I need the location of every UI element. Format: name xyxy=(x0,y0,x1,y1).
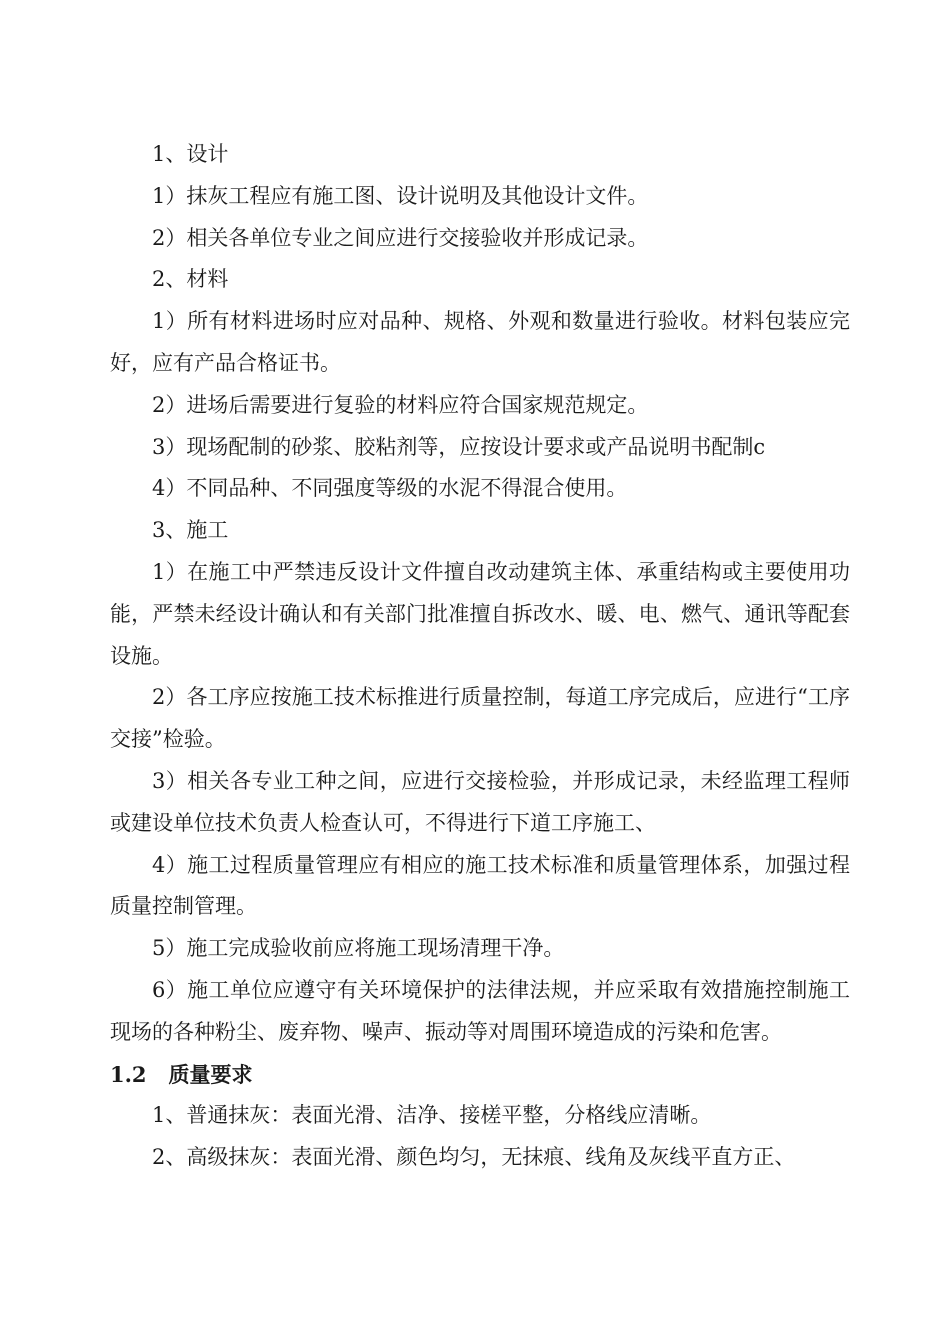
subsection-heading: 1、设计 xyxy=(152,142,229,166)
list-item: 2、高级抹灰：表面光滑、颜色均匀，无抹痕、线角及灰线平直方正、 xyxy=(152,1145,796,1170)
list-item: 2）进场后需要进行复验的材料应符合国家规范规定。 xyxy=(152,392,649,417)
list-item: 3）相关各专业工种之间，应进行交接检验，并形成记录，未经监理工程师或建设单位技术负责人检查认可，不得进行下道工序施工、 xyxy=(110,768,850,835)
section-title: 质量要求 xyxy=(168,1061,253,1087)
list-item: 3）现场配制的砂浆、胶粘剂等，应按设计要求或产品说明书配制c xyxy=(152,434,766,459)
list-item: 4）施工过程质量管理应有相应的施工技术标准和质量管理体系，加强过程质量控制管理。 xyxy=(110,852,850,919)
list-item: 6）施工单位应遵守有关环境保护的法律法规，并应采取有效措施控制施工现场的各种粉尘、废弃物、噪声、振动等对周围环境造成的污染和危害。 xyxy=(110,977,850,1044)
list-item: 1）所有材料进场时应对品种、规格、外观和数量进行验收。材料包装应完好，应有产品合格证书。 xyxy=(110,309,850,375)
document-body xyxy=(110,134,850,1179)
list-item: 1）在施工中严禁违反设计文件擅自改动建筑主体、承重结构或主要使用功能，严禁未经设计确认和有关部门批准擅自拆改水、暖、电、燃气、通讯等配套设施。 xyxy=(110,559,850,668)
list-item: 2）各工序应按施工技术标推进行质量控制，每道工序完成后，应进行“工序交接”检验。 xyxy=(110,685,850,752)
section-heading xyxy=(110,1054,850,1096)
section-number: 1.2 xyxy=(110,1061,147,1087)
subsection-heading: 2、材料 xyxy=(152,267,229,292)
list-item: 4）不同品种、不同强度等级的水泥不得混合使用。 xyxy=(152,476,628,501)
subsection-heading: 3、施工 xyxy=(152,518,229,543)
list-item: 5）施工完成验收前应将施工现场清理干净。 xyxy=(152,936,565,961)
list-item: 1）抹灰工程应有施工图、设计说明及其他设计文件。 xyxy=(152,183,649,208)
list-item: 2）相关各单位专业之间应进行交接验收并形成记录。 xyxy=(152,225,649,250)
list-item: 1、普通抹灰：表面光滑、洁净、接槎平整，分格线应清晰。 xyxy=(152,1103,712,1128)
